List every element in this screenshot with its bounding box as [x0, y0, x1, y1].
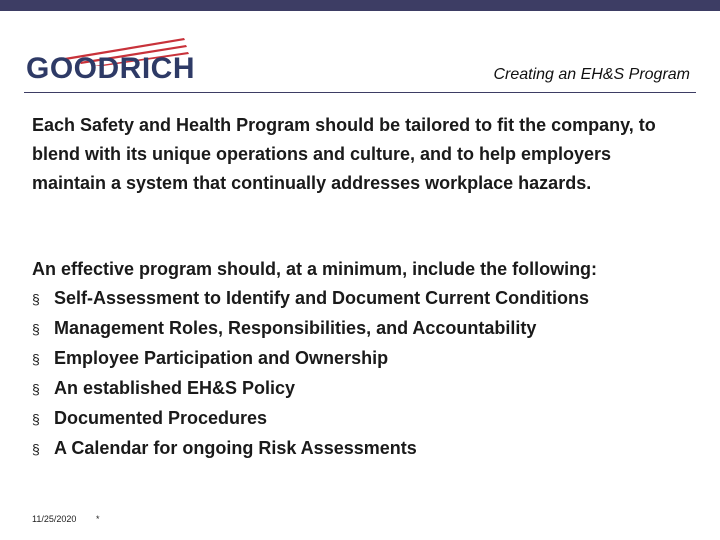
- bullet-icon: §: [32, 411, 40, 427]
- requirements-list: [32, 284, 589, 464]
- footer-marker: *: [96, 514, 100, 524]
- list-item: [32, 434, 589, 464]
- logo-wordmark: GOODRICH: [26, 52, 195, 85]
- list-item-text: An established EH&S Policy: [54, 378, 296, 398]
- list-item-text: Employee Participation and Ownership: [54, 348, 389, 368]
- list-item-text: Management Roles, Responsibilities, and Accountability: [54, 318, 537, 338]
- list-item: [32, 404, 589, 434]
- list-item-text: Self-Assessment to Identify and Document Current Conditions: [54, 288, 590, 308]
- title-divider: [24, 92, 696, 93]
- goodrich-logo: [24, 36, 194, 86]
- list-item-text: A Calendar for ongoing Risk Assessments: [54, 438, 417, 458]
- bullet-icon: §: [32, 381, 40, 397]
- list-item-text: Documented Procedures: [54, 408, 268, 428]
- top-accent-bar: [0, 0, 720, 11]
- bullet-icon: §: [32, 441, 40, 457]
- list-item: [32, 374, 589, 404]
- bullet-icon: §: [32, 291, 40, 307]
- bullet-icon: §: [32, 351, 40, 367]
- list-item: [32, 344, 589, 374]
- intro-paragraph: Each Safety and Health Program should be tailored to fit the company, to blend with its unique operations and culture, and to help employers maintain a system that continually addresses workplace hazards.: [32, 115, 656, 193]
- slide-title: Creating an EH&S Program: [493, 66, 690, 83]
- list-item: [32, 284, 589, 314]
- footer-date: 11/25/2020: [32, 514, 77, 524]
- bullet-icon: §: [32, 321, 40, 337]
- list-lead-text: An effective program should, at a minimum, include the following:: [32, 259, 598, 279]
- list-item: [32, 314, 589, 344]
